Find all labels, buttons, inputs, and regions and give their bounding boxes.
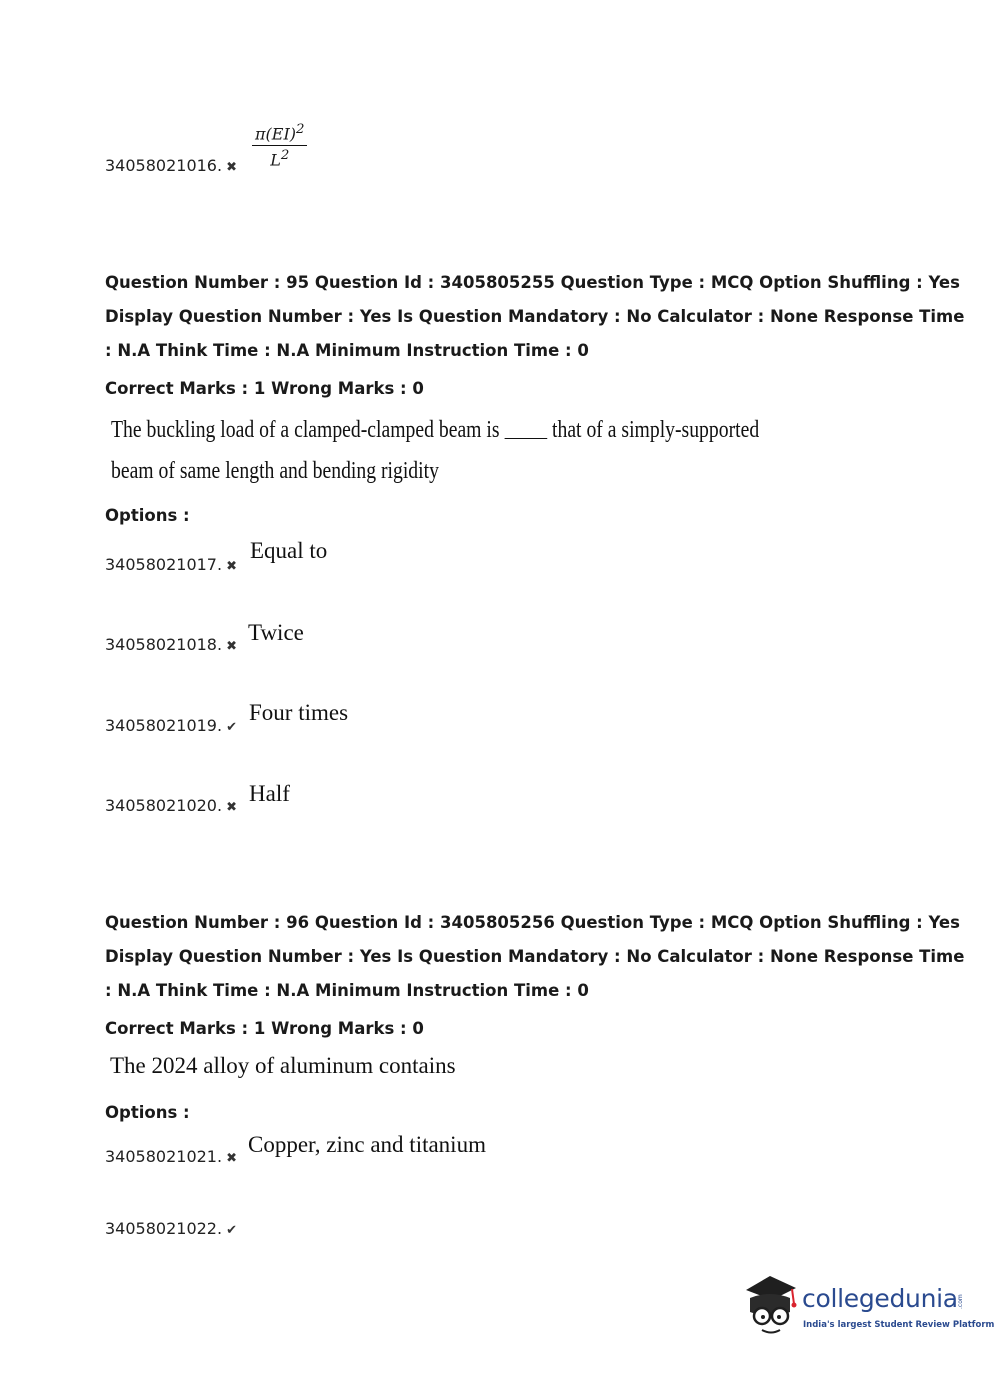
- collegedunia-logo: [740, 1272, 995, 1342]
- logo-name: collegedunia: [802, 1284, 958, 1313]
- q95-option-text: Half: [249, 781, 290, 806]
- option-id: 34058021022.: [105, 1219, 223, 1238]
- wrong-mark-icon: ✖: [226, 160, 237, 175]
- formula-denominator: [252, 146, 307, 169]
- option-id: 34058021017.: [105, 555, 223, 574]
- q95-question-text-part-1: The buckling load of a clamped-clamped beam is: [111, 417, 500, 443]
- logo-tagline: India's largest Student Review Platform: [803, 1320, 995, 1330]
- wrong-mark-icon: ✖: [226, 639, 237, 654]
- q95-option-text: Twice: [248, 620, 304, 645]
- q95-marks: Correct Marks : 1 Wrong Marks : 0: [105, 379, 424, 398]
- logo-suffix: .com: [956, 1294, 964, 1309]
- q95-option-text: Equal to: [250, 538, 328, 563]
- q95-option-row: [105, 796, 237, 815]
- option-id: 34058021016.: [105, 156, 223, 175]
- q96-options-label: Options :: [105, 1103, 190, 1122]
- wrong-mark-icon: ✖: [226, 800, 237, 815]
- q95-meta-line-1: Question Number : 95 Question Id : 3405805255 Question Type : MCQ Option Shuffling : Yes: [105, 273, 960, 292]
- correct-check-icon: ✔: [226, 1223, 237, 1238]
- prev-option-row: [105, 156, 237, 175]
- q96-question: The 2024 alloy of aluminum contains: [110, 1053, 456, 1078]
- q95-question-text-part-2: that of a simply-supported: [552, 417, 760, 443]
- correct-check-icon: ✔: [226, 720, 237, 735]
- wrong-mark-icon: ✖: [226, 1151, 237, 1166]
- formula-numerator-base: π(EI): [255, 124, 296, 144]
- q96-option-row: [105, 1147, 237, 1166]
- q95-options-label: Options :: [105, 506, 190, 525]
- q95-question-line-1: [111, 417, 759, 444]
- formula-denominator-base: L: [270, 150, 281, 170]
- logo-wordmark: [802, 1284, 979, 1313]
- q96-meta-line-1: Question Number : 96 Question Id : 3405805256 Question Type : MCQ Option Shuffling : Yes: [105, 913, 960, 932]
- formula-fraction: [252, 122, 307, 170]
- q95-option-row: [105, 716, 237, 735]
- wrong-mark-icon: ✖: [226, 559, 237, 574]
- option-id: 34058021021.: [105, 1147, 223, 1166]
- option-id: 34058021019.: [105, 716, 223, 735]
- option-id: 34058021018.: [105, 635, 223, 654]
- formula-denominator-exponent: 2: [280, 148, 290, 164]
- q96-meta-line-2: Display Question Number : Yes Is Question Mandatory : No Calculator : None Response Time: [105, 947, 965, 966]
- mascot-icon: [740, 1272, 802, 1338]
- q95-option-row: [105, 555, 237, 574]
- q96-marks: Correct Marks : 1 Wrong Marks : 0: [105, 1019, 424, 1038]
- answer-blank: [504, 438, 547, 439]
- option-id: 34058021020.: [105, 796, 223, 815]
- q95-question-line-2: beam of same length and bending rigidity: [111, 458, 439, 484]
- q96-meta-line-3: : N.A Think Time : N.A Minimum Instruction Time : 0: [105, 981, 589, 1000]
- q96-option-text: Copper, zinc and titanium: [248, 1132, 486, 1157]
- q95-meta-line-2: Display Question Number : Yes Is Question Mandatory : No Calculator : None Response Time: [105, 307, 965, 326]
- q96-option-row: [105, 1219, 237, 1238]
- q95-meta-line-3: : N.A Think Time : N.A Minimum Instruction Time : 0: [105, 341, 589, 360]
- q95-option-text: Four times: [249, 700, 349, 725]
- formula-numerator: [252, 122, 307, 146]
- q95-option-row: [105, 635, 237, 654]
- formula-numerator-exponent: 2: [296, 122, 305, 137]
